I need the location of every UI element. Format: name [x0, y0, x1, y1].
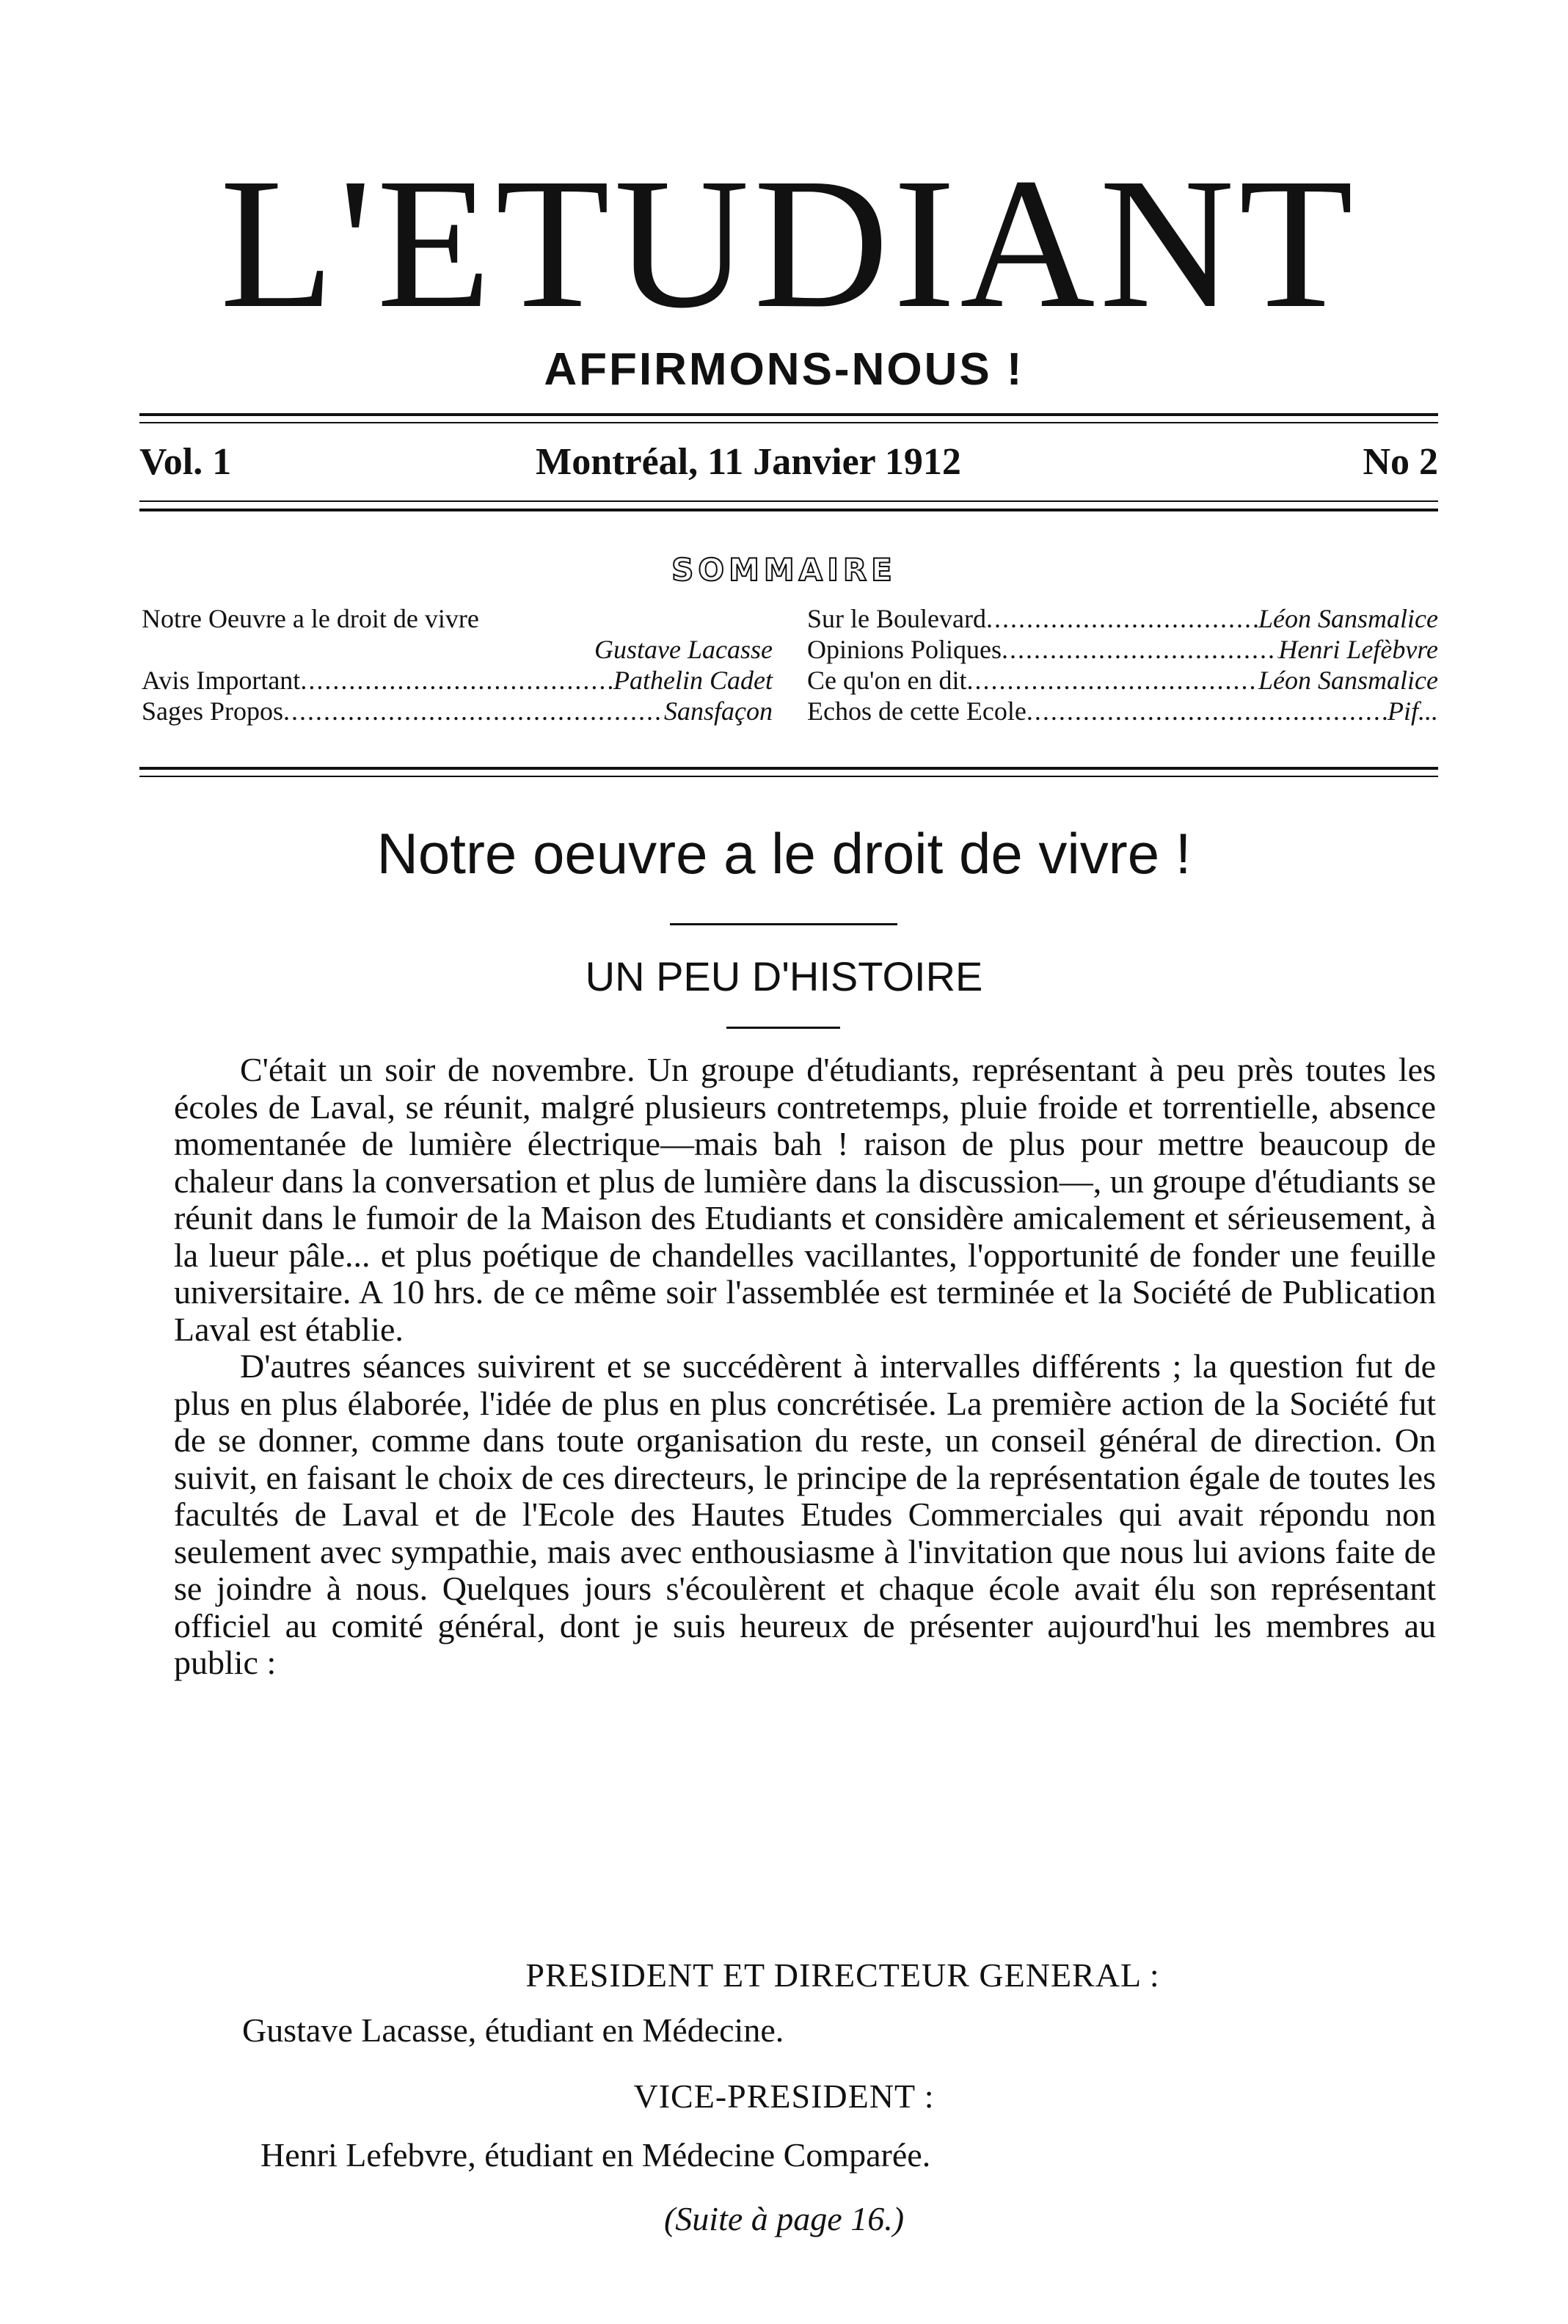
issue-rule-1	[139, 500, 1438, 502]
toc-entry	[142, 634, 773, 665]
toc-entry	[807, 696, 1438, 726]
top-rule-1	[139, 413, 1438, 416]
toc-entry-title: Ce qu'on en dit	[807, 666, 967, 695]
sommaire-left-column	[142, 603, 773, 726]
dot-leader	[986, 603, 1258, 634]
sommaire-right-column	[807, 603, 1438, 726]
dot-leader	[283, 696, 664, 726]
toc-entry-author: Gustave Lacasse	[594, 635, 773, 664]
toc-entry-author: Léon Sansmalice	[1258, 666, 1438, 695]
toc-entry-title: Opinions Poliques	[807, 635, 1002, 664]
toc-entry-author: Pathelin Cadet	[613, 666, 773, 695]
article-body	[174, 1052, 1436, 1682]
masthead-title: L'ETUDIANT	[219, 140, 1358, 347]
issue-line	[139, 440, 1438, 492]
toc-entry	[807, 634, 1438, 665]
issue-date: Montréal, 11 Janvier 1912	[536, 441, 961, 483]
sommaire-heading: SOMMAIRE	[671, 552, 897, 588]
dot-leader	[966, 665, 1258, 696]
toc-entry-author: Sansfaçon	[664, 696, 773, 726]
headline-divider	[670, 923, 897, 925]
article-paragraph: D'autres séances suivirent et se succédèrent à intervalles différents ; la question fut de plus en plus élaborée, l'idée de plus en plus concrétisée. La première action de la Société fut de se donner, comme dans toute organisation du reste, un conseil général de direction. On suivit, en faisant le choix de ces directeurs, le principe de la représentation égale de toutes les facultés de Laval et de l'Ecole des Hautes Etudes Commerciales qui avait répondu non seulement avec sympathie, mais avec enthousiasme à l'invitation que nous lui avions faite de se joindre à nous. Quelques jours s'écoulèrent et chaque école avait élu son représentant officiel au comité général, dont je suis heureux de présenter aujourd'hui les membres au public :	[174, 1347, 1436, 1681]
toc-entry	[142, 603, 773, 634]
officer-member: Gustave Lacasse, étudiant en Médecine.	[242, 2011, 784, 2049]
article-subhead: UN PEU D'HISTOIRE	[585, 953, 983, 999]
subhead-divider	[726, 1027, 840, 1029]
toc-entry-author: Léon Sansmalice	[1258, 604, 1438, 633]
volume-number: Vol. 1	[139, 441, 232, 483]
officer-role: PRESIDENT ET DIRECTEUR GENERAL :	[525, 1956, 1160, 1994]
issue-rule-2	[139, 509, 1438, 511]
toc-entry	[142, 665, 773, 696]
continued-note: (Suite à page 16.)	[663, 2200, 905, 2237]
toc-entry-author: Pif...	[1388, 696, 1438, 726]
toc-entry-author: Henri Lefèbvre	[1278, 635, 1438, 664]
dot-leader	[1027, 696, 1388, 726]
officer-role: VICE-PRESIDENT :	[633, 2077, 935, 2115]
dot-leader	[1002, 634, 1278, 665]
top-rule-2	[139, 422, 1438, 423]
sommaire-rule-1	[139, 767, 1438, 770]
article-headline: Notre oeuvre a le droit de vivre !	[376, 821, 1192, 886]
toc-entry-title: Sages Propos	[142, 696, 284, 726]
officer-member: Henri Lefebvre, étudiant en Médecine Comparée.	[260, 2136, 931, 2174]
sommaire-rule-2	[139, 776, 1438, 777]
toc-entry-title: Notre Oeuvre a le droit de vivre	[142, 604, 479, 633]
toc-entry	[807, 603, 1438, 634]
toc-entry-title: Avis Important	[142, 666, 301, 695]
dot-leader	[300, 665, 613, 696]
article-paragraph: C'était un soir de novembre. Un groupe d'étudiants, représentant à peu près toutes les écoles de Laval, se réunit, malgré plusieurs contretemps, pluie froide et torrentielle, absence momentanée de lumière électrique—mais bah ! raison de plus pour mettre beaucoup de chaleur dans la conversation et plus de lumière dans la discussion—, un groupe d'étudiants se réunit dans le fumoir de la Maison des Etudiants et considère amicalement et sérieusement, à la lueur pâle... et plus poétique de chandelles vacillantes, l'opportunité de fonder une feuille universitaire. A 10 hrs. de ce même soir l'assemblée est terminée et la Société de Publication Laval est établie.	[174, 1051, 1436, 1348]
masthead-motto: AFFIRMONS-NOUS !	[544, 344, 1024, 395]
toc-entry-title: Sur le Boulevard	[807, 604, 986, 633]
toc-entry	[142, 696, 773, 726]
toc-entry-title: Echos de cette Ecole	[807, 696, 1027, 726]
toc-entry	[807, 665, 1438, 696]
issue-number: No 2	[1363, 441, 1438, 483]
